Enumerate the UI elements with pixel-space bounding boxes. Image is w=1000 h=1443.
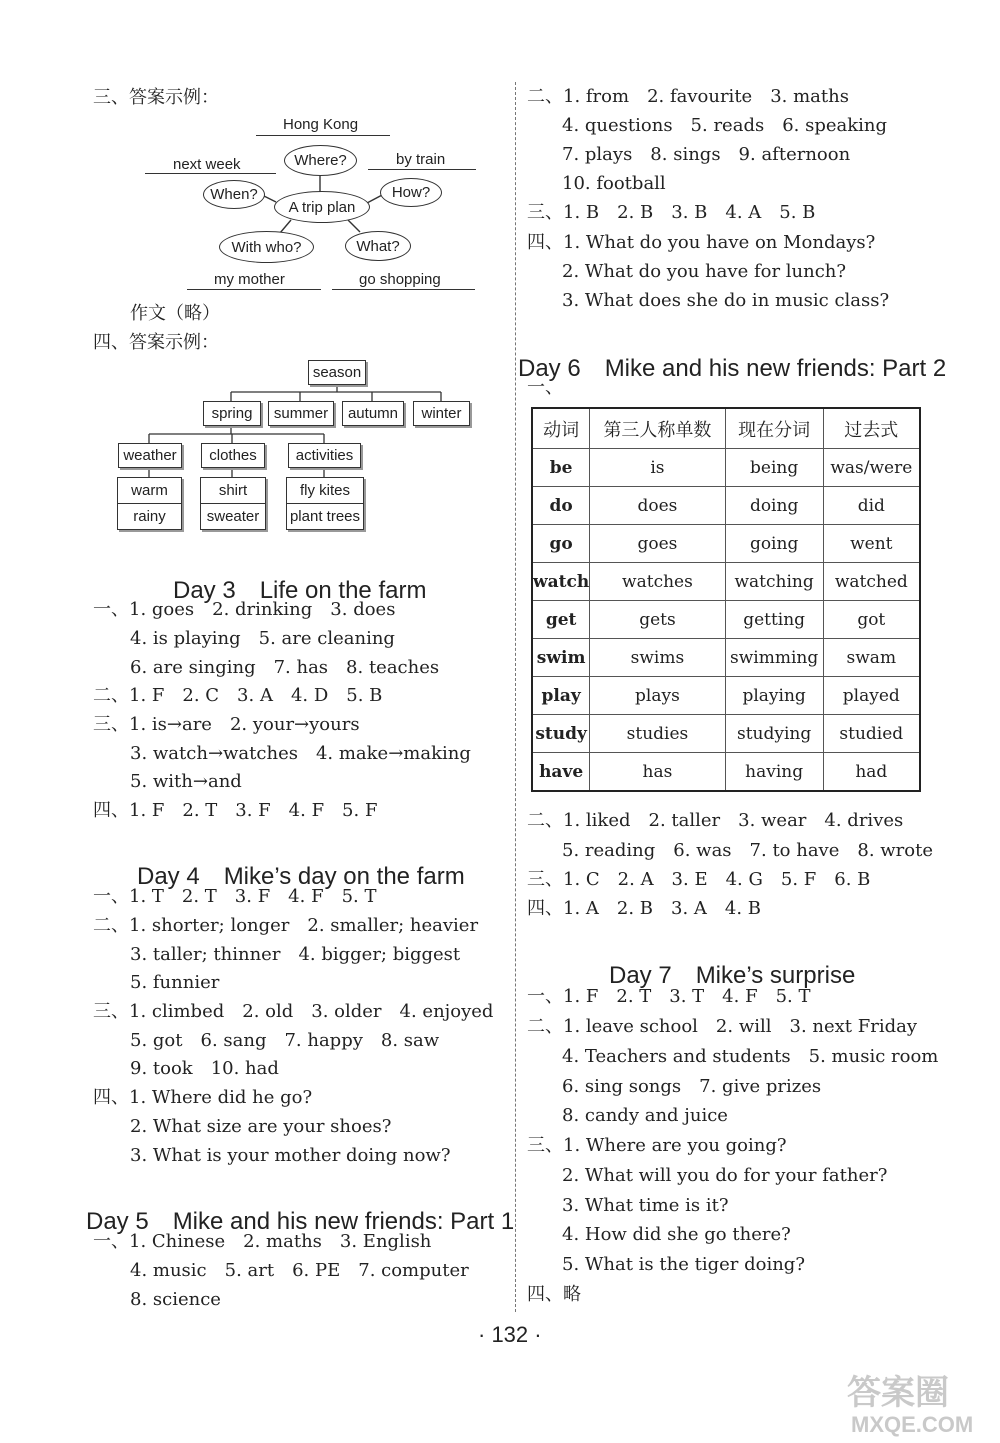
watermark-icon xyxy=(845,1368,995,1438)
day7-line: 四、略 xyxy=(527,1284,581,1305)
day6-line: 5. reading 6. was 7. to have 8. wrote xyxy=(562,840,934,861)
plant-trees-text: plant trees xyxy=(289,508,361,525)
table-cell: get xyxy=(532,601,590,639)
table-cell: swims xyxy=(590,639,725,677)
day4-line: 二、1. shorter; longer 2. smaller; heavier xyxy=(93,915,479,936)
table-row xyxy=(532,753,920,792)
table-cell: plays xyxy=(590,677,725,715)
table-cell: swam xyxy=(823,639,920,677)
day4-title: Day 4 Mike’s day on the farm xyxy=(137,863,465,890)
table-cell: did xyxy=(823,487,920,525)
table-cell: go xyxy=(532,525,590,563)
day4-line: 5. funnier xyxy=(130,972,220,993)
table-cell: studies xyxy=(590,715,725,753)
day3-line: 二、1. F 2. C 3. A 4. D 5. B xyxy=(93,685,383,706)
table-cell: does xyxy=(590,487,725,525)
sweater-text: sweater xyxy=(206,508,260,525)
weather-examples-box xyxy=(117,477,182,530)
table-cell: be xyxy=(532,449,590,487)
warm-text: warm xyxy=(118,478,181,504)
table-cell: had xyxy=(823,753,920,792)
summer-box: summer xyxy=(268,401,334,426)
day7-line: 8. candy and juice xyxy=(562,1105,728,1126)
table-cell: gets xyxy=(590,601,725,639)
autumn-box: autumn xyxy=(342,401,404,426)
table-row xyxy=(532,449,920,487)
day6-title: Day 6 Mike and his new friends: Part 2 xyxy=(518,355,947,382)
day3-line: 4. is playing 5. are cleaning xyxy=(130,628,395,649)
table-cell: doing xyxy=(725,487,823,525)
table-row xyxy=(532,639,920,677)
day6-line: 二、1. liked 2. taller 3. wear 4. drives xyxy=(527,810,904,831)
table-row xyxy=(532,677,920,715)
table-cell: playing xyxy=(725,677,823,715)
section-4-title: 四、答案示例： xyxy=(93,332,219,353)
header-third-person: 第三人称单数 xyxy=(590,408,725,449)
table-cell: played xyxy=(823,677,920,715)
day5-cont-line: 二、1. from 2. favourite 3. maths xyxy=(527,86,849,107)
table-cell: watched xyxy=(823,563,920,601)
my-mother-text: my mother xyxy=(214,271,285,288)
table-row xyxy=(532,715,920,753)
activities-examples-box xyxy=(286,477,364,530)
day5-cont-line: 2. What do you have for lunch? xyxy=(562,261,847,282)
day7-line: 3. What time is it? xyxy=(562,1195,729,1216)
weather-box: weather xyxy=(118,443,182,468)
table-cell: watching xyxy=(725,563,823,601)
hong-kong-text: Hong Kong xyxy=(283,116,359,133)
day5-cont-line: 4. questions 5. reads 6. speaking xyxy=(562,115,888,136)
day7-line: 4. Teachers and students 5. music room xyxy=(562,1046,939,1067)
day7-line: 三、1. Where are you going? xyxy=(527,1135,787,1156)
table-cell: studied xyxy=(823,715,920,753)
day3-line: 6. are singing 7. has 8. teaches xyxy=(130,657,440,678)
table-cell: being xyxy=(725,449,823,487)
day7-line: 4. How did she go there? xyxy=(562,1224,791,1245)
day5-cont-line: 三、1. B 2. B 3. B 4. A 5. B xyxy=(527,202,816,223)
day5-cont-line: 四、1. What do you have on Mondays? xyxy=(527,232,876,253)
day7-line: 一、1. F 2. T 3. T 4. F 5. T xyxy=(527,986,811,1007)
how-oval: How? xyxy=(380,178,442,207)
clothes-box: clothes xyxy=(201,443,265,468)
table-cell: got xyxy=(823,601,920,639)
day4-line: 三、1. climbed 2. old 3. older 4. enjoyed xyxy=(93,1001,494,1022)
day3-line: 四、1. F 2. T 3. F 4. F 5. F xyxy=(93,800,378,821)
winter-box: winter xyxy=(413,401,470,426)
table-cell: play xyxy=(532,677,590,715)
fly-kites-text: fly kites xyxy=(287,478,363,504)
table-cell: swim xyxy=(532,639,590,677)
day4-line: 2. What size are your shoes? xyxy=(130,1116,392,1137)
day3-line: 三、1. is→are 2. your→yours xyxy=(93,714,360,735)
day5-line: 一、1. Chinese 2. maths 3. English xyxy=(93,1231,432,1252)
header-present-participle: 现在分词 xyxy=(725,408,823,449)
day6-line: 四、1. A 2. B 3. A 4. B xyxy=(527,898,762,919)
next-week-text: next week xyxy=(173,156,241,173)
day5-title: Day 5 Mike and his new friends: Part 1 xyxy=(86,1208,515,1235)
day5-cont-line: 7. plays 8. sings 9. afternoon xyxy=(562,144,851,165)
table-row xyxy=(532,487,920,525)
day4-line: 一、1. T 2. T 3. F 4. F 5. T xyxy=(93,886,377,907)
go-shopping-text: go shopping xyxy=(359,271,441,288)
header-past-tense: 过去式 xyxy=(823,408,920,449)
table-cell: was/were xyxy=(823,449,920,487)
table-cell: watch xyxy=(532,563,590,601)
table-cell: do xyxy=(532,487,590,525)
header-verb: 动词 xyxy=(532,408,590,449)
rainy-text: rainy xyxy=(133,508,166,525)
day5-cont-line: 3. What does she do in music class? xyxy=(562,290,890,311)
clothes-examples-box xyxy=(200,477,266,530)
day6-section-1: 一、 xyxy=(527,377,563,398)
table-row xyxy=(532,525,920,563)
table-cell: watches xyxy=(590,563,725,601)
table-header-row xyxy=(532,408,920,449)
day3-line: 5. with→and xyxy=(130,771,242,792)
season-box: season xyxy=(308,360,366,385)
with-who-oval: With who? xyxy=(219,231,314,263)
table-cell: study xyxy=(532,715,590,753)
spring-box: spring xyxy=(203,401,261,426)
activities-box: activities xyxy=(288,443,361,468)
table-cell: going xyxy=(725,525,823,563)
table-cell: went xyxy=(823,525,920,563)
verb-forms-table xyxy=(531,407,921,792)
where-oval: Where? xyxy=(284,145,357,176)
day7-line: 6. sing songs 7. give prizes xyxy=(562,1076,822,1097)
day4-line: 9. took 10. had xyxy=(130,1058,279,1079)
day3-line: 3. watch→watches 4. make→making xyxy=(130,743,471,764)
by-train-text: by train xyxy=(396,151,446,168)
essay-note: 作文（略） xyxy=(130,303,220,324)
table-cell: is xyxy=(590,449,725,487)
table-cell: studying xyxy=(725,715,823,753)
table-cell: getting xyxy=(725,601,823,639)
table-cell: swimming xyxy=(725,639,823,677)
what-oval: What? xyxy=(345,231,411,261)
table-cell: having xyxy=(725,753,823,792)
day3-title: Day 3 Life on the farm xyxy=(173,577,427,604)
section-3-title: 三、答案示例： xyxy=(93,87,219,108)
day7-line: 5. What is the tiger doing? xyxy=(562,1254,805,1275)
day4-line: 3. taller; thinner 4. bigger; biggest xyxy=(130,944,461,965)
table-row xyxy=(532,563,920,601)
day5-line: 4. music 5. art 6. PE 7. computer xyxy=(130,1260,469,1281)
day4-line: 5. got 6. sang 7. happy 8. saw xyxy=(130,1030,440,1051)
day3-line: 一、1. goes 2. drinking 3. does xyxy=(93,599,396,620)
day5-line: 8. science xyxy=(130,1289,221,1310)
table-cell: has xyxy=(590,753,725,792)
page-number: · 132 · xyxy=(478,1322,542,1347)
day7-line: 二、1. leave school 2. will 3. next Friday xyxy=(527,1016,918,1037)
day5-cont-line: 10. football xyxy=(562,173,666,194)
shirt-text: shirt xyxy=(201,478,265,504)
trip-plan-center-oval: A trip plan xyxy=(274,191,370,223)
day7-line: 2. What will you do for your father? xyxy=(562,1165,888,1186)
svg-text:答案圈: 答案圈 xyxy=(847,1373,949,1413)
table-cell: goes xyxy=(590,525,725,563)
day4-line: 四、1. Where did he go? xyxy=(93,1087,313,1108)
watermark-logo xyxy=(845,1368,995,1443)
table-cell: have xyxy=(532,753,590,792)
day7-title: Day 7 Mike’s surprise xyxy=(609,962,856,989)
table-row xyxy=(532,601,920,639)
day6-line: 三、1. C 2. A 3. E 4. G 5. F 6. B xyxy=(527,869,871,890)
day4-line: 3. What is your mother doing now? xyxy=(130,1145,451,1166)
when-oval: When? xyxy=(203,180,265,209)
svg-text:MXQE.COM: MXQE.COM xyxy=(851,1412,974,1437)
